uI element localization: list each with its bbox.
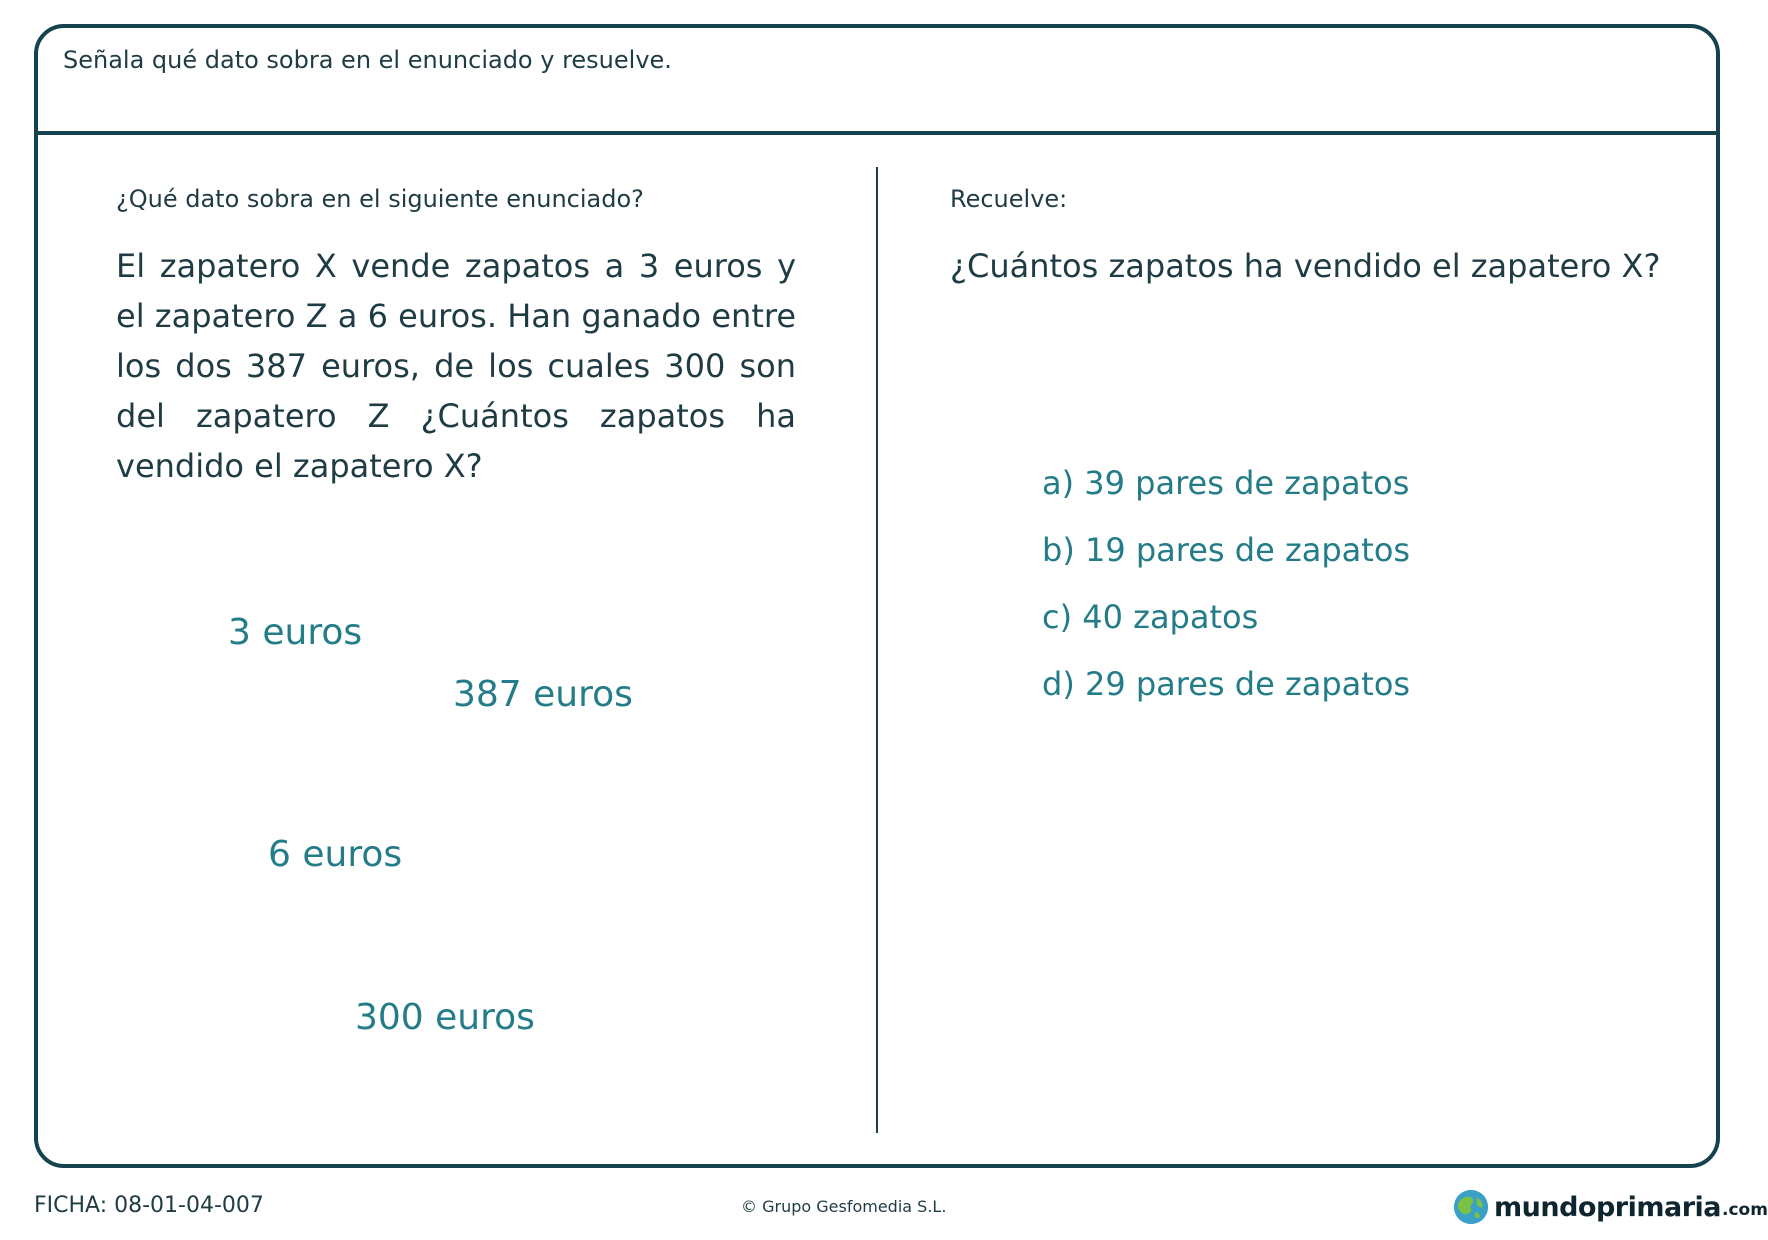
data-option-6-euros[interactable]: 6 euros <box>268 834 403 875</box>
problem-statement: El zapatero X vende zapatos a 3 euros y el zapatero Z a 6 euros. Han ganado entre los dos 387 euros, de los cuales 300 son del zapatero Z ¿Cuántos zapatos ha vendido el zapatero X? <box>116 247 796 485</box>
answer-option-d[interactable]: d) 29 pares de zapatos <box>1042 665 1411 703</box>
question-text: ¿Cuántos zapatos ha vendido el zapatero X? <box>950 247 1661 285</box>
worksheet-instruction: Señala qué dato sobra en el enunciado y resuelve. <box>63 46 672 74</box>
mundoprimaria-logo[interactable] <box>1452 1186 1768 1228</box>
logo-suffix: .com <box>1722 1200 1768 1220</box>
data-option-3-euros[interactable]: 3 euros <box>228 612 363 653</box>
data-option-387-euros[interactable]: 387 euros <box>453 674 633 715</box>
left-subtitle: ¿Qué dato sobra en el siguiente enunciado? <box>116 185 644 213</box>
copyright-notice: © Grupo Gesfomedia S.L. <box>741 1197 947 1216</box>
answer-option-b[interactable]: b) 19 pares de zapatos <box>1042 531 1411 569</box>
worksheet-code: FICHA: 08-01-04-007 <box>34 1193 264 1218</box>
column-divider <box>876 167 878 1133</box>
right-subtitle: Recuelve: <box>950 185 1068 213</box>
globe-icon <box>1452 1188 1490 1226</box>
header-divider <box>34 131 1720 135</box>
data-option-300-euros[interactable]: 300 euros <box>355 997 535 1038</box>
answer-option-c[interactable]: c) 40 zapatos <box>1042 598 1259 636</box>
logo-wordmark: mundoprimaria <box>1494 1191 1721 1223</box>
answer-option-a[interactable]: a) 39 pares de zapatos <box>1042 464 1410 502</box>
